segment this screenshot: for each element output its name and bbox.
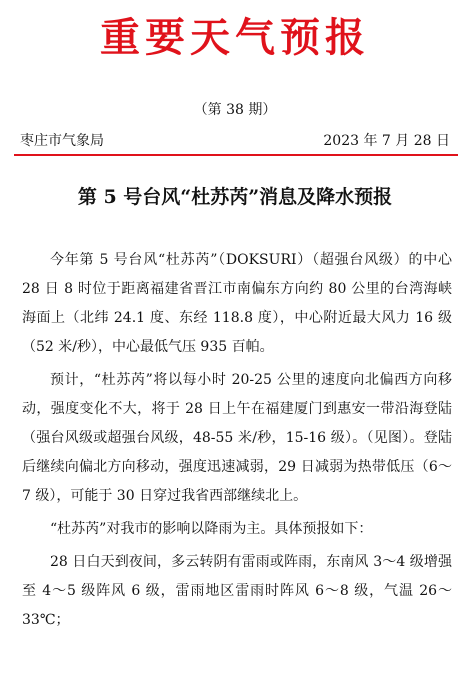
paragraph-forecast-track: 预计，“杜苏芮”将以每小时 20-25 公里的速度向北偏西方向移动，强度变化不大，将于 28 日上午在福建厦门到惠安一带沿海登陆（强台风级或超强台风级，48-55 米/秒，15-16 级）。（见图）。登陆后继续向偏北方向移动，强度迅速减弱，29 日减弱为热带低压（6～7 级），可能于 30 日穿过我省西部继续北上。 [22, 372, 452, 504]
article-body [22, 246, 452, 639]
masthead-title: 重要天气预报 [100, 14, 370, 61]
issue-number: （第 38 期） [193, 102, 277, 118]
paragraph-typhoon-position: 今年第 5 号台风“杜苏芮”（DOKSURI）（超强台风级）的中心 28 日 8 时位于距离福建省晋江市南偏东方向约 80 公里的台湾海峡海面上（北纬 24.1 度、东经 118.8 度），中心附近最大风力 16 级（52 米/秒），中心最低气压 935 百帕。 [22, 252, 452, 355]
header-divider [14, 154, 458, 156]
agency-name: 枣庄市气象局 [20, 133, 104, 149]
publish-date: 2023 年 7 月 28 日 [323, 133, 450, 149]
paragraph-day-forecast: 28 日白天到夜间，多云转阴有雷雨或阵雨，东南风 3～4 级增强至 4～5 级阵风 6 级，雷雨地区雷雨时阵风 6～8 级，气温 26～33℃； [22, 554, 452, 628]
article-headline: 第 5 号台风“杜苏芮”消息及降水预报 [77, 186, 393, 208]
paragraph-local-impact: “杜苏芮”对我市的影响以降雨为主。具体预报如下： [50, 521, 373, 537]
meta-line [20, 132, 450, 150]
